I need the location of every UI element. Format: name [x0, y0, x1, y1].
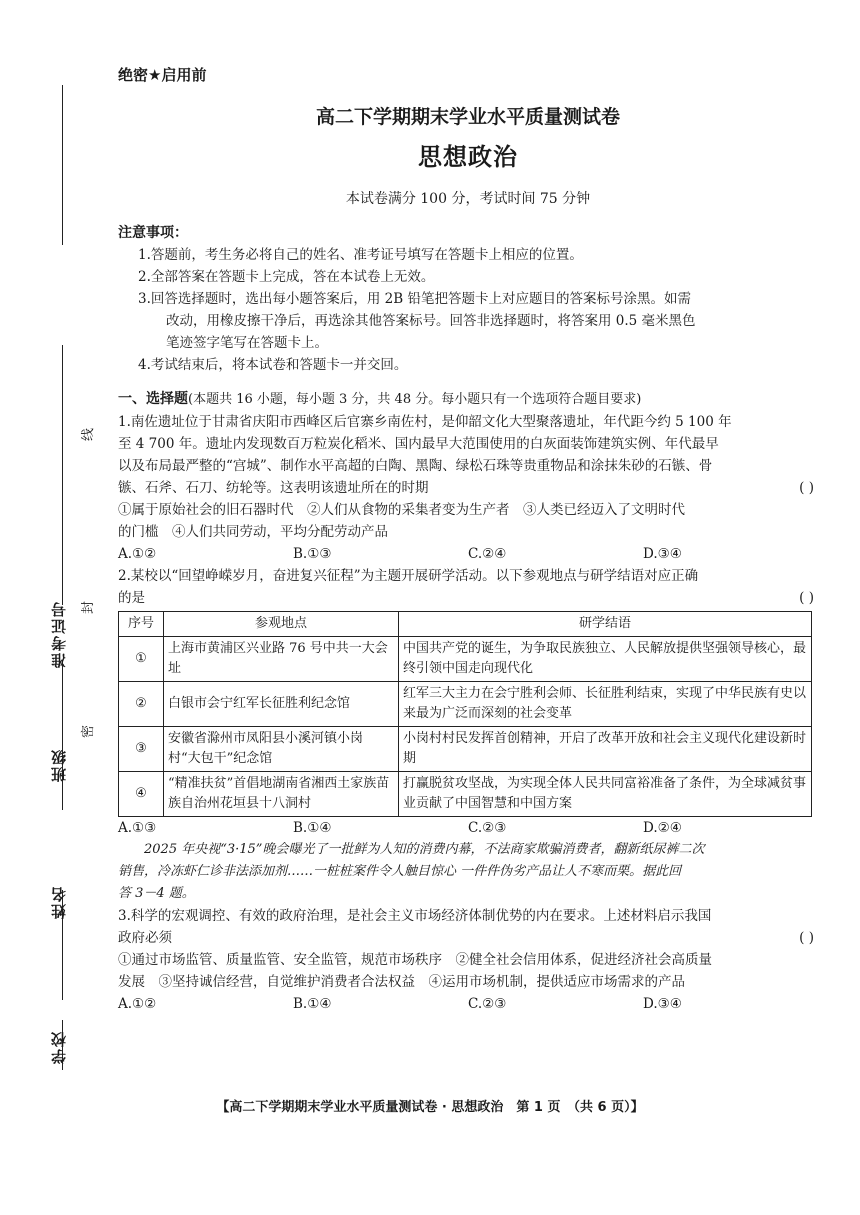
material-line: 销售，冷冻虾仁诊非法添加剂……一桩桩案件令人触目惊心 一件件伪劣产品让人不寒而栗。据此回 [118, 864, 682, 879]
choice-line: ①属于原始社会的旧石器时代 ②人们从食物的采集者变为生产者 ③人类已经迈入了文明时代 [118, 502, 685, 518]
table-row [119, 727, 812, 772]
table-row [119, 682, 812, 727]
row-number: ③ [119, 727, 164, 772]
answer-paren: ( ) [799, 590, 814, 606]
notice-item: 2.全部答案在答题卡上完成，答在本试卷上无效。 [138, 269, 435, 285]
notice-item: 1.答题前，考生务必将自己的姓名、准考证号填写在答题卡上相应的位置。 [138, 247, 583, 263]
exam-info: 本试卷满分 100 分，考试时间 75 分钟 [345, 191, 591, 207]
row-note: 中国共产党的诞生，为争取民族独立、人民解放提供坚强领导核心，最终引领中国走向现代化 [399, 637, 812, 682]
choice-line: ①通过市场监管、质量监管、安全监管，规范市场秩序 ②健全社会信用体系，促进经济社会高质量 [118, 952, 712, 968]
row-place: 安徽省滁州市凤阳县小溪河镇小岗村“大包干”纪念馆 [164, 727, 399, 772]
subject-title: 思想政治 [418, 143, 518, 171]
question-stem: 的是 [118, 590, 145, 606]
row-note: 红军三大主力在会宁胜利会师、长征胜利结束，实现了中华民族有史以来最为广泛而深刻的社会变革 [399, 682, 812, 727]
notice-item-3-cont: 笔迹签字笔写在答题卡上。 [166, 335, 328, 351]
table-header-row [119, 612, 812, 637]
notice-heading: 注意事项： [118, 225, 188, 241]
row-note: 小岗村村民发挥首创精神，开启了改革开放和社会主义现代化建设新时期 [399, 727, 812, 772]
answer-paren: ( ) [799, 480, 814, 496]
option-c: C.②③ [468, 996, 507, 1012]
options-row [118, 993, 818, 1015]
material-line: 答 3－4 题。 [118, 886, 195, 901]
exam-content [118, 64, 818, 1015]
exam-number-label: 准考证号 [50, 600, 68, 668]
secret-mark: 绝密★启用前 [118, 66, 207, 84]
option-b: B.①④ [293, 996, 332, 1012]
question-stem: 政府必须 [118, 930, 172, 946]
row-note: 打赢脱贫攻坚战，为实现全体人民共同富裕准备了条件，为全球减贫事业贡献了中国智慧和中国方案 [399, 772, 812, 817]
material-line: 2025 年央视“3·15”晚会曝光了一批鲜为人知的消费内幕，不法商家欺骗消费者，翻新纸尿裤二次 [144, 842, 705, 857]
choice-line: 发展 ③坚持诚信经营，自觉维护消费者合法权益 ④运用市场机制，提供适应市场需求的产品 [118, 974, 685, 990]
row-number: ④ [119, 772, 164, 817]
notice-item-3-cont: 改动，用橡皮擦干净后，再选涂其他答案标号。回答非选择题时，将答案用 0.5 毫米黑色 [166, 313, 696, 329]
answer-paren: ( ) [799, 930, 814, 946]
option-b: B.①④ [293, 820, 332, 836]
option-c: C.②④ [468, 546, 507, 562]
question-stem: 以及布局最严整的“宫城”、制作水平高超的白陶、黑陶、绿松石珠等贵重物品和涂抹朱砂的石镞、骨 [118, 458, 713, 474]
table-header: 参观地点 [164, 612, 399, 637]
section-title: 一、选择题 [118, 391, 188, 407]
row-number: ① [119, 637, 164, 682]
school-label: 学校 [50, 1030, 68, 1064]
binding-line [62, 660, 63, 810]
table-row [119, 772, 812, 817]
table-row [119, 637, 812, 682]
option-c: C.②③ [468, 820, 507, 836]
binding-margin [0, 0, 110, 1215]
option-d: D.③④ [643, 546, 682, 562]
seal-word-secret: 密 [81, 724, 97, 739]
class-label: 班级 [50, 748, 68, 782]
section-heading [118, 388, 818, 411]
option-a: A.①② [118, 996, 157, 1012]
section-note: (本题共 16 小题，每小题 3 分，共 48 分。每小题只有一个选项符合题目要求) [188, 392, 642, 407]
question-stem: 1.南佐遗址位于甘肃省庆阳市西峰区后官寨乡南佐村，是仰韶文化大型聚落遗址，年代距今约 5 100 年 [118, 414, 732, 430]
question-stem: 2.某校以“回望峥嵘岁月，奋进复兴征程”为主题开展研学活动。以下参观地点与研学结语对应正确 [118, 568, 699, 584]
seal-word-seal: 封 [81, 600, 97, 615]
question-1 [118, 411, 818, 543]
options-row [118, 543, 818, 565]
question-2 [118, 565, 818, 609]
question-3 [118, 905, 818, 993]
option-a: A.①② [118, 546, 157, 562]
notice-item: 4.考试结束后，将本试卷和答题卡一并交回。 [138, 357, 408, 373]
study-table [118, 611, 812, 817]
option-a: A.①③ [118, 820, 157, 836]
row-number: ② [119, 682, 164, 727]
table-header: 序号 [119, 612, 164, 637]
seal-word-line: 线 [81, 427, 97, 442]
row-place: “精准扶贫”首倡地湖南省湘西土家族苗族自治州花垣县十八洞村 [164, 772, 399, 817]
binding-line [62, 85, 63, 245]
question-stem: 至 4 700 年。遗址内发现数百万粒炭化稻米、国内最早大范围使用的白灰面装饰建筑实例、年代最早 [118, 436, 719, 452]
notice-item-3: 3.回答选择题时，选出每小题答案后，用 2B 铅笔把答题卡上对应题目的答案标号涂黑。如需 [138, 291, 691, 307]
binding-line [62, 345, 63, 605]
exam-title: 高二下学期期末学业水平质量测试卷 [315, 106, 620, 128]
option-d: D.②④ [643, 820, 682, 836]
row-place: 上海市黄浦区兴业路 76 号中共一大会址 [164, 637, 399, 682]
row-place: 白银市会宁红军长征胜利纪念馆 [164, 682, 399, 727]
material-text [118, 839, 818, 905]
choice-line: 的门槛 ④人们共同劳动，平均分配劳动产品 [118, 524, 388, 540]
page-footer: 【高二下学期期末学业水平质量测试卷 · 思想政治 第 1 页 （共 6 页）】 [216, 1100, 644, 1115]
option-d: D.③④ [643, 996, 682, 1012]
options-row [118, 817, 818, 839]
option-b: B.①③ [293, 546, 332, 562]
name-label: 姓名 [50, 885, 68, 919]
question-stem: 镞、石斧、石刀、纺轮等。这表明该遗址所在的时期 [118, 480, 429, 496]
table-header: 研学结语 [399, 612, 812, 637]
question-stem: 3.科学的宏观调控、有效的政府治理，是社会主义市场经济体制优势的内在要求。上述材料启示我国 [118, 908, 712, 924]
notice-item [118, 288, 818, 354]
